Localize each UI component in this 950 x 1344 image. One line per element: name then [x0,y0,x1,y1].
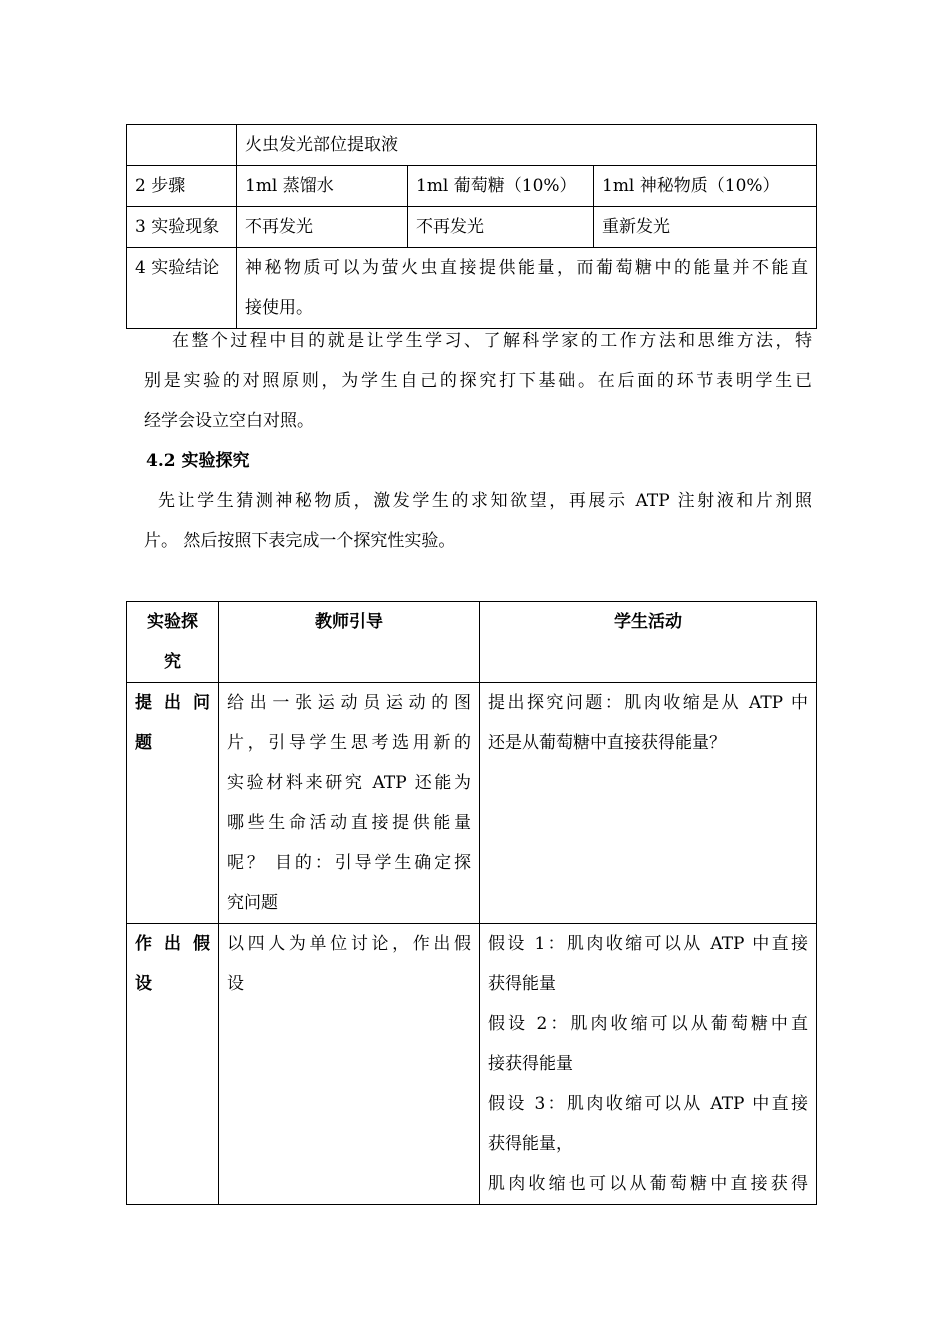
stage-label-cell [127,924,219,1205]
text-line: 提 出 问 [135,693,210,713]
text-line: 假设 3：肌肉收缩可以从 ATP 中直接 [488,1094,808,1114]
text-line: 究 [164,652,181,672]
section-heading: 4.2 实验探究 [146,451,250,471]
text-line: 获得能量， [488,1134,573,1154]
table-cell [127,125,237,166]
teacher-cell [219,683,480,924]
table-row [127,125,817,166]
text-line: 呢？ 目的：引导学生确定探 [227,853,471,873]
text-line: 别是实验的对照原则，为学生自己的探究打下基础。在后面的环节表明学生已 [144,371,812,391]
teacher-cell [219,924,480,1205]
table-cell: 1ml 蒸馏水 [237,166,408,207]
table-cell: 不再发光 [237,207,408,248]
text-line: 实验探 [147,612,198,632]
table-cell: 不再发光 [408,207,594,248]
table-cell: 重新发光 [594,207,817,248]
text-line: 究问题 [227,893,278,913]
table-cell: 火虫发光部位提取液 [237,125,817,166]
header-cell: 教师引导 [219,602,480,683]
text-line: 提出探究问题：肌肉收缩是从 ATP 中 [488,693,808,713]
body-paragraph [144,321,812,441]
text-line: 设 [135,974,152,994]
student-cell [480,924,817,1205]
text-line: 片。 然后按照下表完成一个探究性实验。 [144,531,456,551]
table-cell [237,248,817,329]
text-line: 假设 2：肌肉收缩可以从葡萄糖中直 [488,1014,808,1034]
text-line: 先让学生猜测神秘物质，激发学生的求知欲望，再展示 ATP 注射液和片剂照 [158,491,812,511]
text-line: 接获得能量 [488,1054,573,1074]
text-line: 给出一张运动员运动的图 [227,693,471,713]
text-line: 在整个过程中目的就是让学生学习、了解科学家的工作方法和思维方法，特 [172,331,812,351]
text-line: 作 出 假 [135,934,210,954]
text-line: 以四人为单位讨论，作出假 [227,934,471,954]
experiment-table-1 [126,124,817,329]
body-paragraph [144,481,812,561]
table-cell: 4 实验结论 [127,248,237,329]
table-row [127,924,817,1205]
student-cell [480,683,817,924]
inquiry-table [126,601,817,1205]
text-line: 获得能量 [488,974,556,994]
text-line: 还是从葡萄糖中直接获得能量？ [488,733,726,753]
header-cell [127,602,219,683]
table-row [127,207,817,248]
table-cell: 1ml 神秘物质（10%） [594,166,817,207]
text-line: 实验材料来研究 ATP 还能为 [227,773,471,793]
table-header-row [127,602,817,683]
table-row [127,248,817,329]
table-cell: 3 实验现象 [127,207,237,248]
text-line: 肌肉收缩也可以从葡萄糖中直接获得 [488,1174,808,1194]
text-line: 哪些生命活动直接提供能量 [227,813,471,833]
header-cell: 学生活动 [480,602,817,683]
text-line: 神秘物质可以为萤火虫直接提供能量，而葡萄糖中的能量并不能直 [245,258,809,278]
text-line: 假设 1：肌肉收缩可以从 ATP 中直接 [488,934,808,954]
text-line: 接使用。 [245,298,313,318]
stage-label-cell [127,683,219,924]
table-cell: 2 步骤 [127,166,237,207]
table-row [127,166,817,207]
table-row [127,683,817,924]
text-line: 设 [227,974,244,994]
table-cell: 1ml 葡萄糖（10%） [408,166,594,207]
text-line: 题 [135,733,152,753]
text-line: 经学会设立空白对照。 [144,411,314,431]
text-line: 片，引导学生思考选用新的 [227,733,471,753]
